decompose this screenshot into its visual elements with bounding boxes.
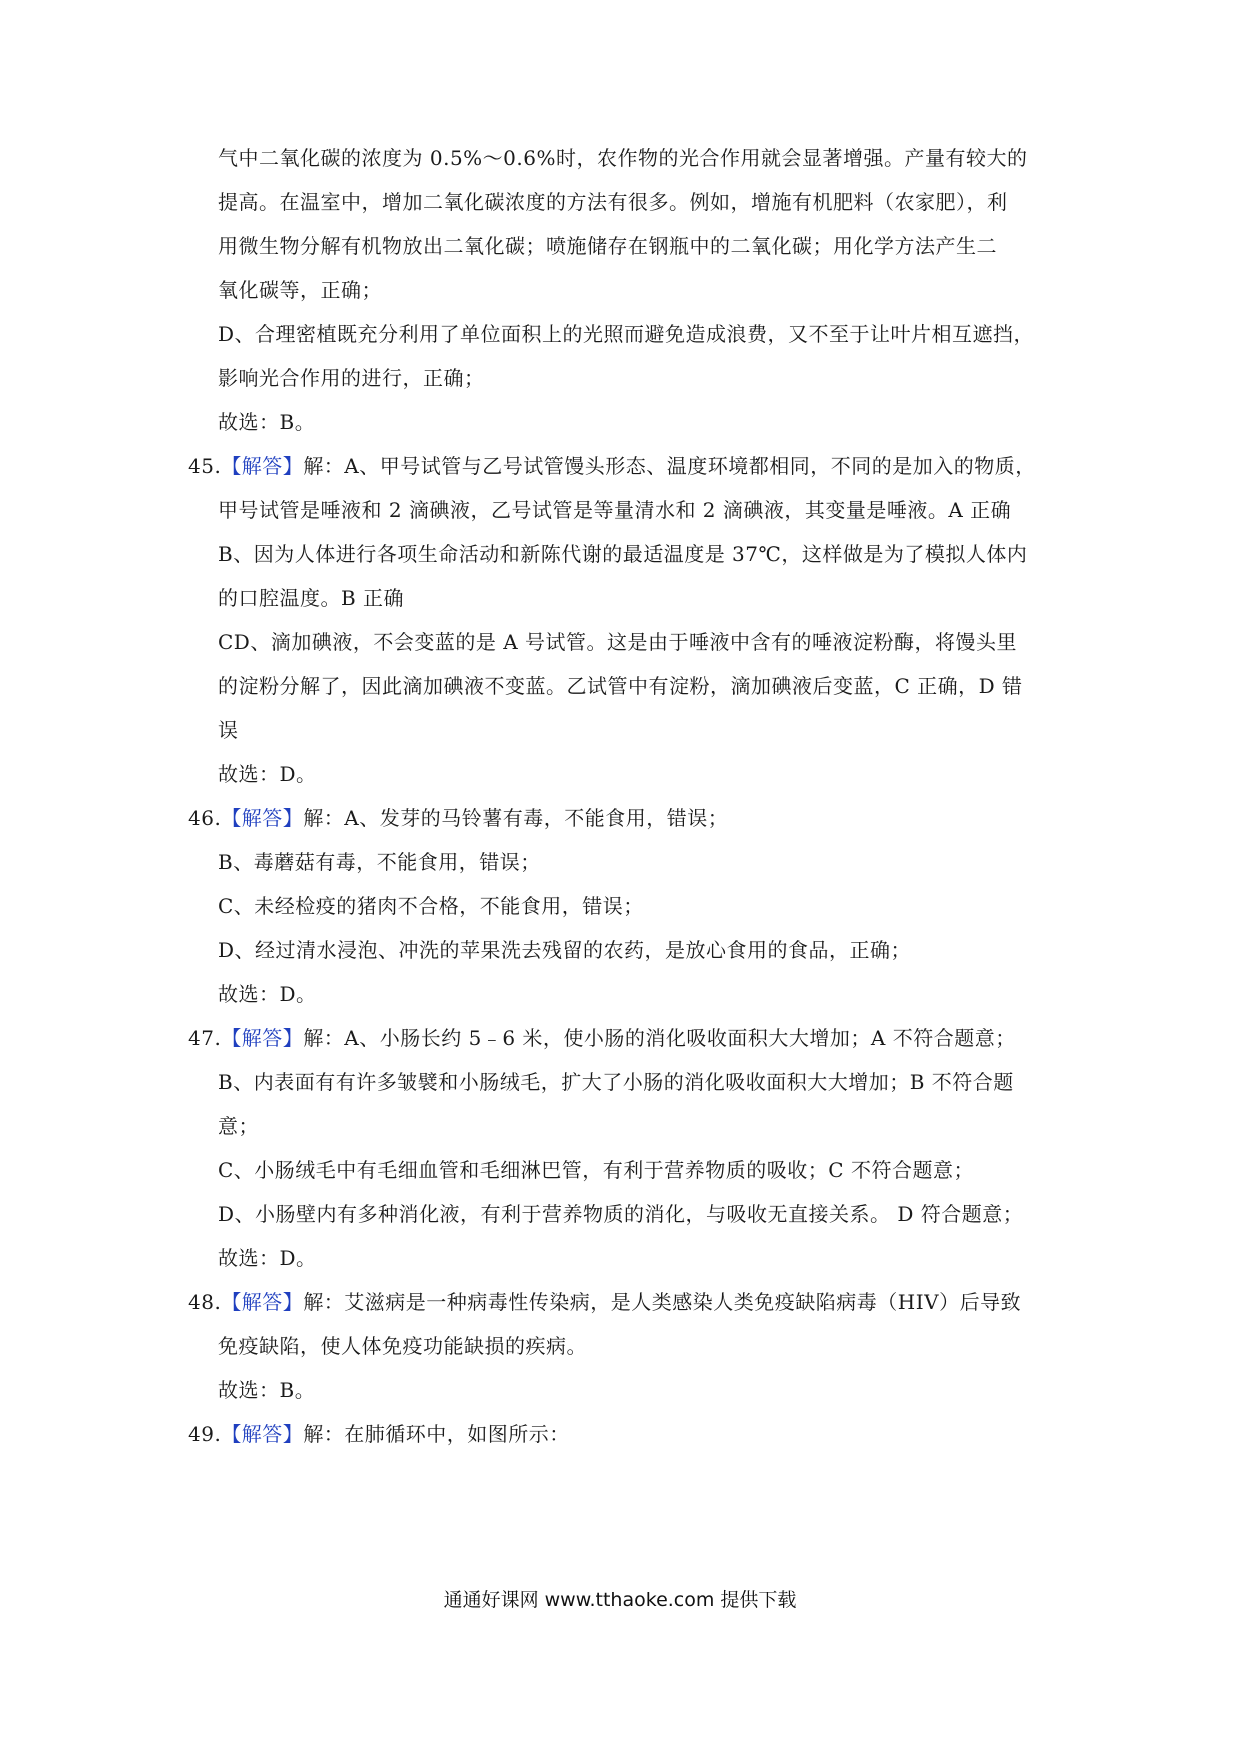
question-49-header — [188, 1420, 570, 1448]
text-line: 的口腔温度。B 正确 — [218, 586, 405, 610]
text-line: C、小肠绒毛中有毛细血管和毛细淋巴管，有利于营养物质的吸收；C 不符合题意； — [218, 1158, 974, 1182]
answer-tag: 【解答】 — [221, 1290, 304, 1314]
question-46-header — [188, 804, 728, 832]
text-line: 影响光合作用的进行，正确； — [218, 366, 485, 390]
question-48-header — [188, 1288, 1021, 1316]
text-line: 的淀粉分解了，因此滴加碘液不变蓝。乙试管中有淀粉，滴加碘液后变蓝，C 正确，D 错 — [218, 674, 1023, 698]
text-line: 气中二氧化碳的浓度为 0.5%～0.6%时，农作物的光合作用就会显著增强。产量有较大的 — [218, 146, 1028, 170]
text-line: 提高。在温室中，增加二氧化碳浓度的方法有很多。例如，增施有机肥料（农家肥），利 — [218, 190, 1008, 214]
text-line: 氧化碳等，正确； — [218, 278, 382, 302]
text-line: D、合理密植既充分利用了单位面积上的光照而避免造成浪费，又不至于让叶片相互遮挡， — [218, 322, 1035, 346]
answer-text: 解：A、甲号试管与乙号试管馒头形态、温度环境都相同，不同的是加入的物质， — [303, 454, 1036, 478]
text-line: B、因为人体进行各项生命活动和新陈代谢的最适温度是 37℃，这样做是为了模拟人体内 — [218, 542, 1028, 566]
text-line: D、经过清水浸泡、冲洗的苹果洗去残留的农药，是放心食用的食品，正确； — [218, 938, 912, 962]
text-line: 故选：B。 — [218, 410, 316, 434]
answer-tag: 【解答】 — [221, 454, 304, 478]
answer-tag: 【解答】 — [221, 1422, 304, 1446]
answer-text: 解：A、发芽的马铃薯有毒，不能食用，错误； — [303, 806, 729, 830]
text-line: 意； — [218, 1114, 259, 1138]
question-number: 47. — [188, 1026, 222, 1050]
question-number: 45. — [188, 454, 222, 478]
text-line: C、未经检疫的猪肉不合格，不能食用，错误； — [218, 894, 644, 918]
text-line: D、小肠壁内有多种消化液，有利于营养物质的消化，与吸收无直接关系。 D 符合题意； — [218, 1202, 1024, 1226]
question-47-header — [188, 1024, 1016, 1052]
text-line: B、毒蘑菇有毒，不能食用，错误； — [218, 850, 541, 874]
answer-tag: 【解答】 — [221, 1026, 304, 1050]
text-line: 故选：B。 — [218, 1378, 316, 1402]
text-line: 故选：D。 — [218, 982, 317, 1006]
text-line: 免疫缺陷，使人体免疫功能缺损的疾病。 — [218, 1334, 587, 1358]
text-line: 甲号试管是唾液和 2 滴碘液，乙号试管是等量清水和 2 滴碘液，其变量是唾液。A 正确 — [218, 498, 1012, 522]
text-line: 用微生物分解有机物放出二氧化碳；喷施储存在钢瓶中的二氧化碳；用化学方法产生二 — [218, 234, 997, 258]
answer-text: 解：在肺循环中，如图所示： — [303, 1422, 570, 1446]
text-line: B、内表面有有许多皱襞和小肠绒毛，扩大了小肠的消化吸收面积大大增加；B 不符合题 — [218, 1070, 1014, 1094]
answer-text: 解：艾滋病是一种病毒性传染病，是人类感染人类免疫缺陷病毒（HIV）后导致 — [303, 1290, 1022, 1314]
answer-tag: 【解答】 — [221, 806, 304, 830]
answer-text: 解：A、小肠长约 5﹣6 米，使小肠的消化吸收面积大大增加；A 不符合题意； — [303, 1026, 1016, 1050]
footer-source: 通通好课网 www.tthaoke.com 提供下载 — [443, 1589, 797, 1611]
question-number: 49. — [188, 1422, 222, 1446]
question-number: 46. — [188, 806, 222, 830]
text-line: CD、滴加碘液，不会变蓝的是 A 号试管。这是由于唾液中含有的唾液淀粉酶，将馒头里 — [218, 630, 1017, 654]
text-line: 故选：D。 — [218, 762, 317, 786]
question-number: 48. — [188, 1290, 222, 1314]
text-line: 误 — [218, 718, 239, 742]
text-line: 故选：D。 — [218, 1246, 317, 1270]
question-45-header — [188, 452, 1036, 480]
